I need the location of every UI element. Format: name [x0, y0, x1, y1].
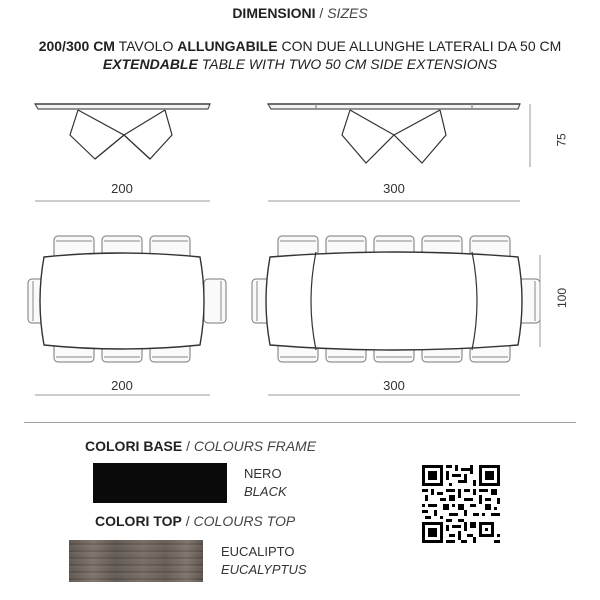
side-view-closed: [35, 104, 210, 159]
color-base-name-en: BLACK: [244, 484, 287, 499]
dim-side-closed: 200: [111, 181, 133, 196]
size-range: 200/300 CM: [38, 38, 115, 54]
desc-emph: ALLUNGABILE: [177, 38, 278, 54]
color-base-name: NERO: [244, 466, 282, 481]
title-it: DIMENSIONI: [232, 5, 316, 21]
color-top-name-en: EUCALYPTUS: [221, 562, 307, 577]
top-view-drawings: [0, 225, 600, 400]
dim-side-open: 300: [383, 181, 405, 196]
colors-base-title-en: COLOURS FRAME: [193, 438, 317, 454]
dim-height: 75: [554, 133, 569, 147]
desc-text-2: CON DUE ALLUNGHE LATERALI DA 50 CM: [277, 38, 562, 54]
swatch-eucalyptus: [69, 540, 203, 582]
desc-text-1: TAVOLO: [114, 38, 178, 54]
color-top-label: [221, 543, 307, 579]
colors-base-heading: [85, 438, 316, 454]
colors-base-title: COLORI BASE: [85, 438, 183, 454]
colors-top-sep: /: [181, 513, 194, 529]
colors-top-title-en: COLOURS TOP: [193, 513, 296, 529]
title-sep: /: [315, 5, 328, 21]
colors-base-sep: /: [182, 438, 194, 454]
color-base-label: [244, 465, 287, 501]
colors-top-title: COLORI TOP: [95, 513, 182, 529]
side-view-drawings: [0, 95, 600, 210]
wood-grain: [69, 540, 203, 582]
table-top-open: [266, 252, 522, 350]
description-en: [0, 56, 600, 72]
dim-top-open: 300: [383, 378, 405, 393]
dim-depth: 100: [555, 287, 570, 309]
color-top-name: EUCALIPTO: [221, 544, 295, 559]
title-en: SIZES: [327, 5, 368, 21]
page-title: [0, 5, 600, 21]
desc-en-emph: EXTENDABLE: [102, 56, 198, 72]
swatch-black: [93, 463, 227, 503]
description-it: [0, 38, 600, 54]
table-top-closed: [40, 253, 204, 349]
dim-top-closed: 200: [111, 378, 133, 393]
colors-top-heading: [95, 513, 295, 529]
side-view-open: [268, 104, 520, 163]
section-divider: [24, 422, 576, 423]
qr-code-icon: [422, 465, 500, 543]
desc-en-text: TABLE WITH TWO 50 CM SIDE EXTENSIONS: [197, 56, 498, 72]
